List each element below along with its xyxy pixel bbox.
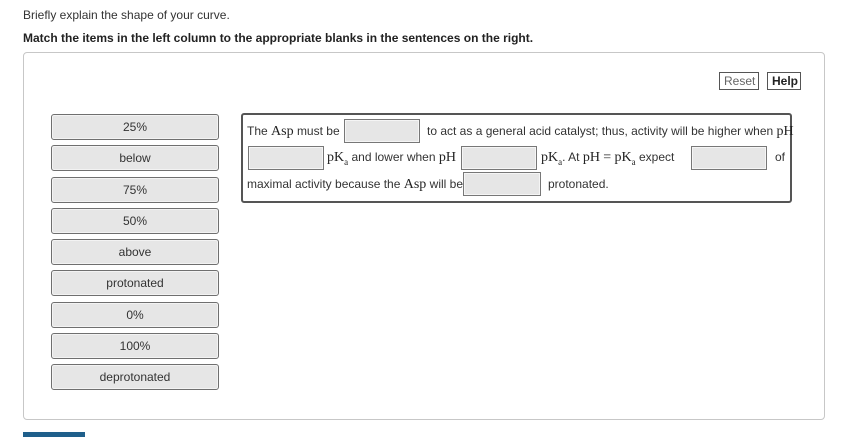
blank-4-drop-target[interactable] [691,146,767,170]
answer-chip-below[interactable]: below [51,145,219,171]
instructions: Match the items in the left column to the appropriate blanks in the sentences on the right. [23,31,534,45]
blank-5-drop-target[interactable] [463,172,541,196]
answer-chip-100-percent[interactable]: 100% [51,333,219,359]
answer-chip-above[interactable]: above [51,239,219,265]
blank-3-drop-target[interactable] [461,146,537,170]
answer-chip-protonated[interactable]: protonated [51,270,219,296]
reset-button[interactable]: Reset [719,72,759,90]
sentence-text: protonated. [548,177,609,191]
question-prompt: Briefly explain the shape of your curve. [23,8,230,22]
sentence-text: of [775,150,786,164]
answer-chip-50-percent[interactable]: 50% [51,208,219,234]
submit-button-edge[interactable] [23,432,85,437]
answer-chip-deprotonated[interactable]: deprotonated [51,364,219,390]
blank-1-drop-target[interactable] [344,119,420,143]
sentence-text: $pK_a$ and lower when pH [327,150,456,167]
sentence-text: $pK_a$. At pH = $pK_a$ expect [541,150,675,167]
sentence-text: maximal activity because the Asp will be [247,177,464,192]
blank-2-drop-target[interactable] [248,146,324,170]
sentence-text: The Asp must be [247,124,340,139]
answer-chip-75-percent[interactable]: 75% [51,177,219,203]
answer-chip-0-percent[interactable]: 0% [51,302,219,328]
answer-chip-25-percent[interactable]: 25% [51,114,219,140]
help-button[interactable]: Help [767,72,801,90]
sentence-text: to act as a general acid catalyst; thus, activity will be higher when pH [427,124,794,139]
